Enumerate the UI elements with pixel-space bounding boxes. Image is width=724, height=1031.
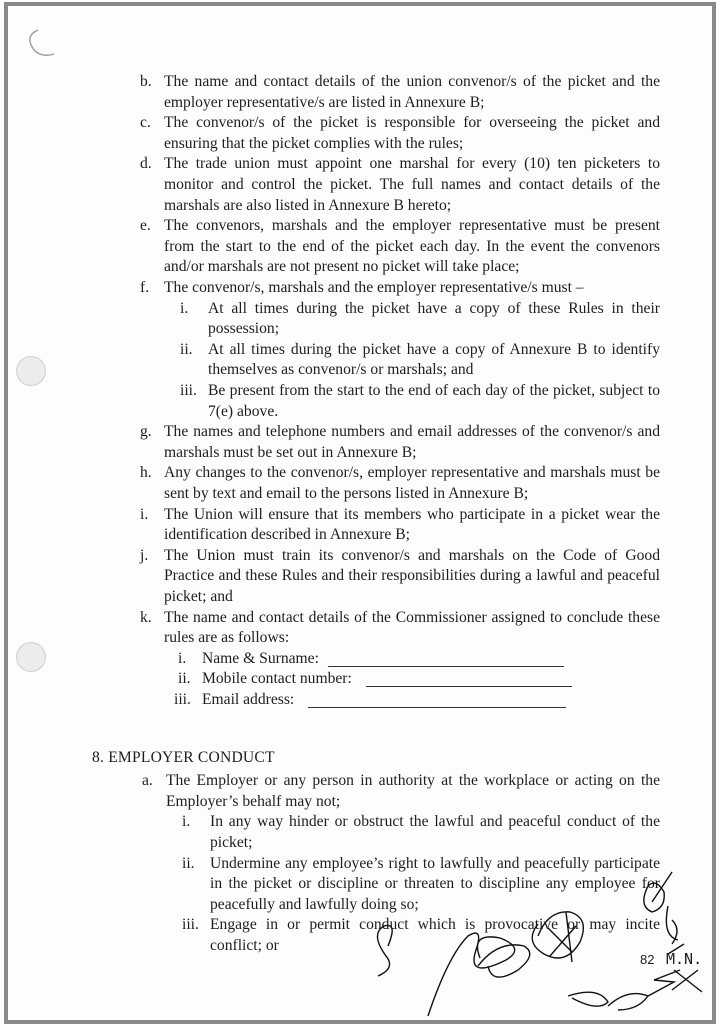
text-line: possession; [208, 320, 280, 338]
field-label: Mobile contact number: [202, 670, 352, 688]
initials-mark: M.N. [666, 950, 703, 968]
text-line: Undermine any employee’s right to lawfully and peacefully participate [210, 854, 660, 872]
text-line: ensuring that the picket complies with the rules; [164, 134, 464, 152]
text-line: from the start to the end of the picket each day. In the event the convenors [164, 237, 660, 255]
item-label: iii. [180, 382, 197, 399]
text-line: The name and contact details of the union convenor/s of the picket and the [164, 73, 660, 90]
text-line: marshals must be set out in Annexure B; [164, 443, 417, 461]
item-label: i. [182, 813, 191, 831]
item-label: i. [178, 649, 187, 667]
text-line: marshals are also listed in Annexure B hereto; [164, 196, 452, 214]
page-number: 82 [640, 952, 655, 967]
item-label: i. [180, 299, 189, 317]
text-line: peacefully and lawfully doing so; [210, 895, 419, 913]
item-label: c. [140, 114, 151, 132]
text-line: and/or marshals are not present no picket will take place; [164, 258, 520, 276]
text-line: monitor and control the picket. The full names and contact details of the [164, 175, 660, 193]
text-line: The Union will ensure that its members who participate in a picket wear the [164, 505, 660, 523]
item-label: e. [140, 217, 151, 235]
text-line: The convenors, marshals and the employer representative must be present [164, 217, 660, 235]
text-line: The Union must train its convenor/s and marshals on the Code of Good [164, 546, 660, 564]
text-line: sent by text and email to the persons listed in Annexure B; [164, 484, 529, 502]
text-line: At all times during the picket have a copy of these Rules in their [208, 299, 660, 317]
text-line: picket; and [164, 587, 233, 605]
item-label: h. [140, 464, 152, 482]
section-heading: 8. EMPLOYER CONDUCT [92, 748, 275, 766]
text-line: The trade union must appoint one marshal for every (10) ten picketers to [164, 155, 660, 173]
item-label: ii. [178, 670, 191, 688]
handwritten-signatures [8, 6, 720, 1028]
text-line: The convenor/s of the picket is responsible for overseeing the picket and [164, 114, 660, 132]
field-label: Name & Surname: [202, 649, 319, 667]
item-label: a. [142, 772, 153, 790]
text-line: At all times during the picket have a copy of Annexure B to identify [208, 340, 660, 358]
item-label: f. [140, 279, 150, 296]
text-line: Any changes to the convenor/s, employer representative and marshals must be [164, 464, 660, 482]
text-line: Practice and these Rules and their responsibilities during a lawful and peaceful [164, 567, 660, 585]
item-label: b. [140, 73, 152, 90]
text-line: In any way hinder or obstruct the lawful and peaceful conduct of the [210, 813, 660, 831]
item-label: iii. [182, 916, 199, 934]
text-line: Employer’s behalf may not; [166, 792, 341, 810]
text-line: in the picket or discipline or threaten to discipline any employee for [210, 875, 660, 893]
text-line: rules are as follows: [164, 629, 290, 647]
text-line: picket; [210, 833, 253, 851]
text-line: identification described in Annexure B; [164, 526, 410, 544]
item-label: d. [140, 155, 152, 173]
item-label: j. [140, 546, 149, 564]
signature-scribble [377, 872, 702, 1016]
item-label: ii. [180, 340, 193, 358]
item-label: ii. [182, 854, 195, 872]
text-line: employer representative/s are listed in Annexure B; [164, 93, 485, 111]
text-line: Be present from the start to the end of each day of the picket, subject to [208, 382, 660, 399]
text-line: The names and telephone numbers and email addresses of the convenor/s and [164, 423, 660, 441]
text-line: The name and contact details of the Commissioner assigned to conclude these [164, 608, 660, 626]
text-line: The convenor/s, marshals and the employer representative/s must – [164, 279, 584, 296]
item-label: g. [140, 423, 152, 441]
text-line: conflict; or [210, 936, 279, 954]
text-line: themselves as convenor/s or marshals; and [208, 361, 474, 379]
item-label: k. [140, 608, 152, 626]
text-line: The Employer or any person in authority at the workplace or acting on the [166, 772, 660, 790]
item-label: i. [140, 505, 149, 523]
document-page [4, 2, 716, 1024]
text-line: 7(e) above. [208, 402, 279, 420]
corner-mark [30, 30, 54, 55]
item-label: iii. [174, 691, 191, 708]
field-label: Email address: [202, 691, 295, 708]
text-line: Engage in or permit conduct which is provocative or may incite [210, 916, 660, 934]
